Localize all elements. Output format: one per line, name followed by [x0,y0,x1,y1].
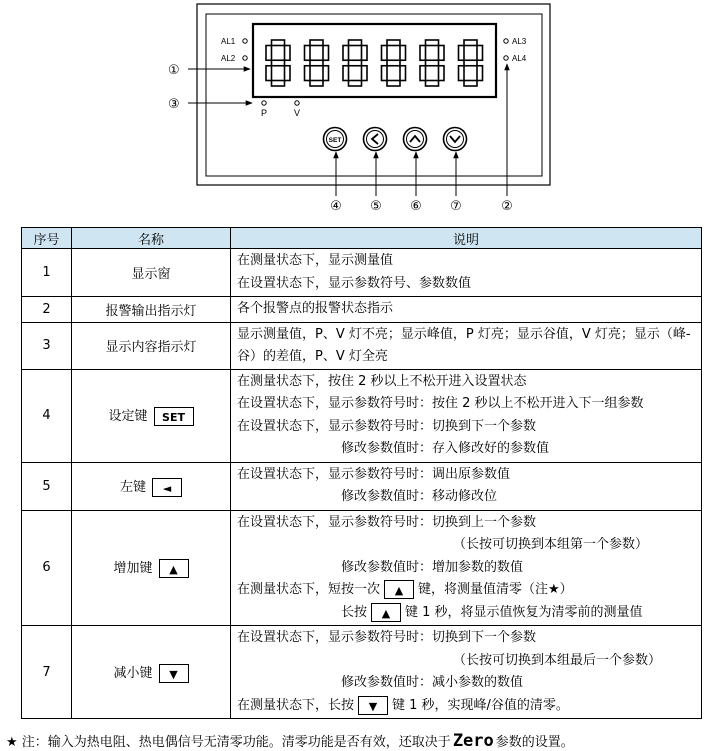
callout-3: ③ [168,97,180,112]
row-no: 1 [22,249,72,297]
al4-label: AL4 [512,54,527,63]
header-name: 名称 [72,228,231,249]
row-desc [231,369,702,462]
left-key-symbol: ◄ [152,478,182,497]
set-key[interactable] [324,128,347,151]
footnote-text-end: 参数的设置。 [495,735,574,750]
table-header-row [22,228,702,249]
footnote [6,731,574,751]
left-key[interactable] [364,128,387,151]
down-key-symbol: ▼ [358,696,388,715]
header-no: 序号 [22,228,72,249]
desc-line: 修改参数值时：减小参数的数值 [341,675,524,690]
desc-text: 键 1 秒，将显示值恢复为清零前的测量值 [405,604,643,620]
row-desc [231,297,702,323]
row-desc [231,462,702,510]
desc-text: 在测量状态下，长按 [237,697,355,713]
row-desc [231,322,702,369]
desc-text: 长按 [341,604,368,620]
table-row [22,510,702,626]
row-no: 4 [22,369,72,462]
row-name: 设定键 [108,409,148,424]
zero-param-name: Zero [452,731,494,751]
table-row [22,297,702,323]
al3-label: AL3 [512,37,527,46]
table-row [22,626,702,719]
footnote-text: 注：输入为热电阻、热电偶信号无清零功能。清零功能是否有效，还取决于 [21,735,451,750]
desc-text: 键 1 秒，实现峰/谷值的清零。 [392,697,569,713]
table-row [22,249,702,297]
row-name: 增加键 [113,561,153,577]
up-key-symbol: ▲ [371,603,401,622]
callout-5: ⑤ [370,199,382,214]
desc-line [237,579,697,602]
down-key-symbol: ▼ [159,664,189,683]
row-name-cell [72,510,231,626]
row-name: 显示内容指示灯 [72,322,231,369]
row-no: 3 [22,322,72,369]
row-no: 2 [22,297,72,323]
up-key[interactable] [404,128,427,151]
row-no: 5 [22,462,72,510]
star-icon: ★ [6,735,18,750]
table-row [22,462,702,510]
desc-line: 在设置状态下，显示参数符号时：按住 2 秒以上不松开进入下一组参数 [237,396,644,411]
desc-line: 在测量状态下，按住 2 秒以上不松开进入设置状态 [237,373,527,389]
row-desc [231,510,702,626]
row-desc [231,626,702,719]
desc-line: （长按可切换到本组第一个参数） [453,537,649,552]
row-name: 左键 [119,479,146,495]
up-key-symbol: ▲ [384,580,414,599]
row-desc [231,249,702,297]
row-name-cell [72,462,231,510]
desc-line: 在设置状态下，显示参数符号时：切换到上一个参数 [237,514,537,530]
desc-line: 在设置状态下，显示参数符号、参数数值 [237,275,472,291]
v-label: V [294,108,301,118]
desc-line: 在设置状态下，显示参数符号时：切换到下一个参数 [237,418,537,434]
row-name-cell [72,369,231,462]
front-panel-diagram [0,0,716,225]
row-name-cell [72,626,231,719]
set-key-symbol: SET [154,407,194,426]
row-name: 减小键 [113,665,153,681]
desc-text: 键，将测量值清零（注★） [418,582,573,597]
desc-line: 在测量状态下，显示测量值 [237,253,394,268]
al1-label: AL1 [221,37,236,46]
key-function-table [21,227,702,719]
desc-line: 各个报警点的报警状态指示 [237,301,394,316]
header-desc: 说明 [231,228,702,249]
desc-line: 修改参数值时：移动修改位 [341,489,498,504]
table-row [22,322,702,369]
desc-text: 在测量状态下，短按一次 [237,582,381,597]
up-key-symbol: ▲ [159,559,189,578]
down-key[interactable] [444,128,467,151]
desc-line: 修改参数值时：增加参数的数值 [341,559,524,575]
callout-2: ② [501,199,513,214]
desc-line [237,695,697,718]
desc-line: （长按可切换到本组最后一个参数） [453,652,662,668]
row-name: 显示窗 [72,249,231,297]
desc-line: 显示测量值，P、V 灯不亮；显示峰值，P 灯亮；显示谷值，V 灯亮；显示（峰-谷）的差值，P、V 灯全亮 [237,326,691,364]
row-no: 7 [22,626,72,719]
row-no: 6 [22,510,72,626]
row-name: 报警输出指示灯 [72,297,231,323]
table-row [22,369,702,462]
callout-7: ⑦ [450,199,462,214]
callout-1: ① [168,63,180,78]
desc-line: 修改参数值时：存入修改好的参数值 [341,441,550,456]
al2-label: AL2 [221,54,236,63]
desc-line: 在设置状态下，显示参数符号时：调出原参数值 [237,466,511,482]
desc-line: 在设置状态下，显示参数符号时：切换到下一个参数 [237,630,537,645]
desc-line [237,602,697,625]
p-label: P [261,108,268,118]
callout-4: ④ [330,199,342,214]
callout-6: ⑥ [410,199,422,214]
set-key-label: SET [328,137,342,144]
